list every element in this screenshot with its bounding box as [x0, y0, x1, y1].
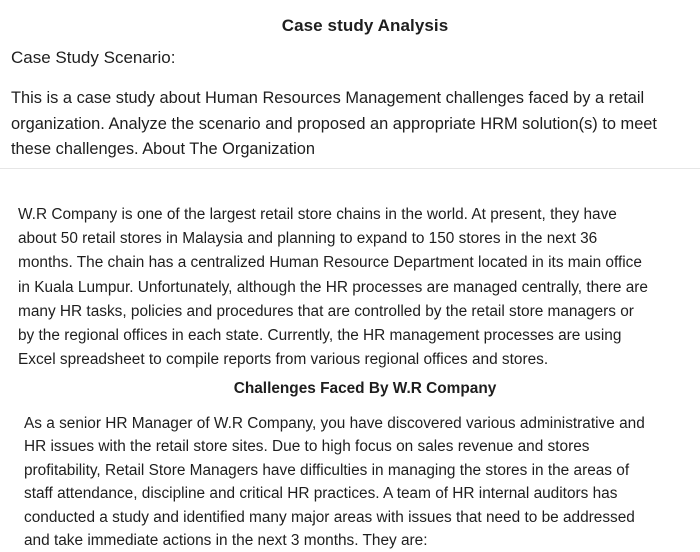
intro-line: these challenges. About The Organization — [11, 140, 316, 158]
paragraph-line: many HR tasks, policies and procedures that are controlled by the retail store managers or — [18, 302, 634, 320]
page-title: Case study Analysis — [281, 16, 449, 35]
paragraph-line: by the regional offices in each state. Currently, the HR management processes are using — [18, 327, 622, 345]
paragraph-line: in Kuala Lumpur. Unfortunately, although the HR processes are managed centrally, there are — [18, 278, 648, 296]
paragraph-line: about 50 retail stores in Malaysia and planning to expand to 150 stores in the next 36 — [18, 230, 598, 248]
intro-paragraph — [11, 86, 696, 163]
section-divider — [0, 168, 700, 169]
paragraph-line: W.R Company is one of the largest retail store chains in the world. At present, they have — [18, 206, 617, 223]
paragraph-line: and take immediate actions in the next 3 months. They are: — [24, 532, 428, 550]
paragraph-line: months. The chain has a centralized Human Resource Department located in its main office — [18, 254, 642, 272]
scenario-heading: Case Study Scenario: — [11, 48, 176, 67]
paragraph-line: conducted a study and identified many major areas with issues that need to be addressed — [24, 508, 635, 526]
paragraph-line: staff attendance, discipline and critical HR practices. A team of HR internal auditors has — [24, 485, 618, 503]
paragraph-line: HR issues with the retail store sites. Due to high focus on sales revenue and stores — [24, 438, 590, 456]
intro-line: This is a case study about Human Resources Management challenges faced by a retail — [11, 89, 645, 107]
paragraph-line: Excel spreadsheet to compile reports from various regional offices and stores. — [18, 351, 549, 369]
challenges-heading: Challenges Faced By W.R Company — [233, 380, 497, 397]
paragraph-line: As a senior HR Manager of W.R Company, you have discovered various administrative and — [24, 415, 645, 432]
intro-line: organization. Analyze the scenario and proposed an appropriate HRM solution(s) to meet — [11, 114, 657, 133]
challenges-paragraph — [24, 412, 700, 552]
organization-paragraph — [18, 203, 700, 372]
paragraph-line: profitability, Retail Store Managers have difficulties in managing the stores in the areas of — [24, 461, 630, 479]
